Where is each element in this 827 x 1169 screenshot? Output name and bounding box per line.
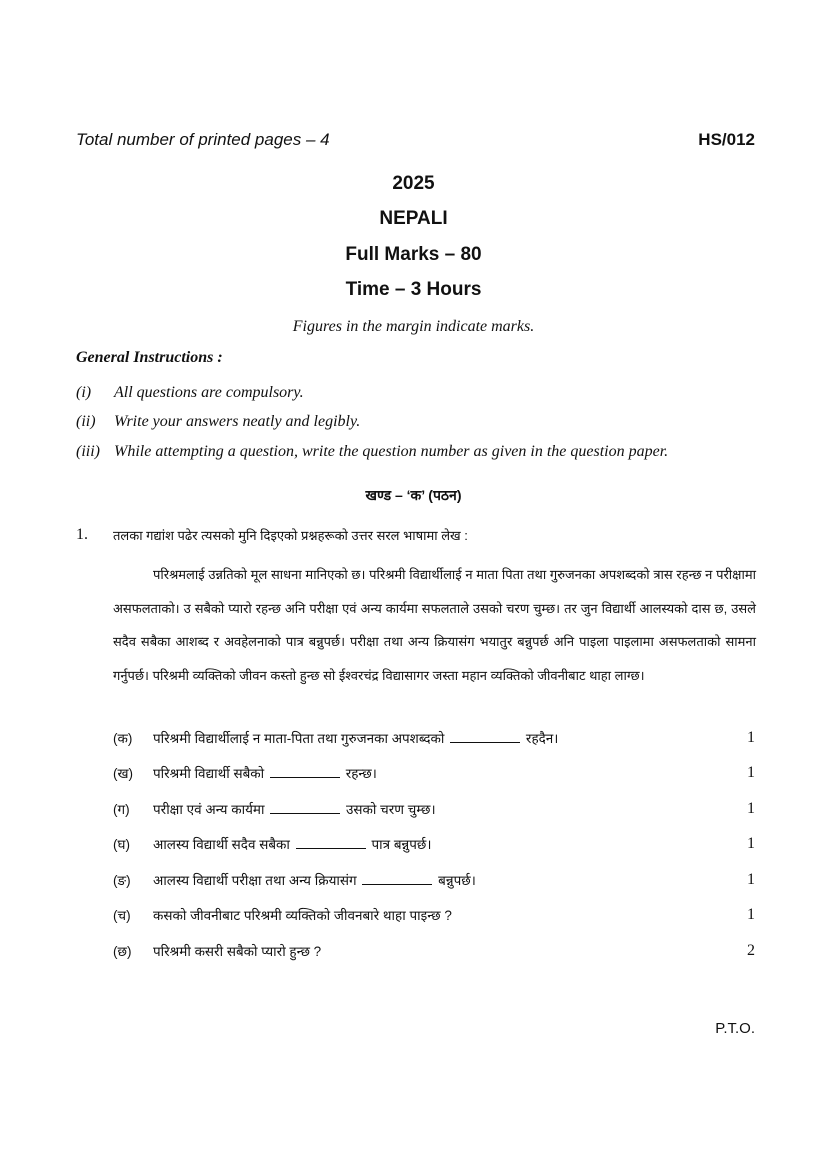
sub-question-text-end: पात्र बन्नुपर्छ। — [371, 837, 432, 852]
sub-question-text: परिश्रमी कसरी सबैको प्यारो हुन्छ ? — [153, 944, 322, 959]
sub-question-text: परिश्रमी विद्यार्थीलाई न माता-पिता तथा गुरुजनका अपशब्दको — [153, 731, 445, 746]
sub-question-label: (छ) — [113, 944, 132, 959]
instruction-number: (i) — [76, 384, 92, 401]
sub-question-label: (क) — [113, 731, 133, 746]
subject-title: NEPALI — [379, 208, 448, 229]
instruction-text: While attempting a question, write the question number as given in the question paper. — [114, 443, 669, 460]
question-number: 1. — [76, 526, 88, 543]
sub-question — [113, 764, 756, 782]
sub-question-label: (च) — [113, 908, 131, 923]
marks: 1 — [747, 764, 755, 781]
sub-question-text: परीक्षा एवं अन्य कार्यमा — [153, 802, 265, 817]
marks: 1 — [747, 871, 755, 888]
instruction-text: Write your answers neatly and legibly. — [114, 413, 361, 430]
instruction-text: All questions are compulsory. — [114, 384, 304, 401]
sub-question — [113, 835, 756, 853]
sub-question-text-end: बन्नुपर्छ। — [438, 873, 476, 888]
sub-question — [113, 942, 756, 960]
answer-blank — [296, 836, 366, 849]
reading-passage: परिश्रमलाई उन्नतिको मूल साधना मानिएको छ। परिश्रमी विद्यार्थीलाई न माता पिता तथा गुरुजनका अपशब्दको त्रास रहन्छ न परीक्षामा असफलताको। उ सबैको प्यारो रहन्छ अनि परीक्षा एवं अन्य कार्यमा सफलताले उसको चरण चुम्छ। तर जुन विद्यार्थी आलस्यको दास छ, उसले सदैव सबैका आशब्द र अवहेलनाको पात्र बन्नुपर्छ। परीक्षा तथा अन्य क्रियासंग भयातुर बन्नुपर्छ अनि पाइला पाइलामा असफलताको सामना गर्नुपर्छ। परिश्रमी व्यक्तिको जीवन कस्तो हुन्छ सो ईश्वरचंद्र विद्यासागर जस्ता महान व्यक्तिको जीवनीबाट थाहा लाग्छ। — [113, 567, 756, 683]
sub-question — [113, 871, 756, 889]
exam-time: Time – 3 Hours — [345, 279, 482, 300]
sub-question — [113, 906, 756, 924]
sub-question-text: आलस्य विद्यार्थी परीक्षा तथा अन्य क्रियासंग — [153, 873, 357, 888]
sub-question-label: (घ) — [113, 837, 130, 852]
answer-blank — [362, 872, 432, 885]
instruction-item — [76, 413, 766, 431]
instruction-number: (iii) — [76, 443, 100, 460]
answer-blank — [270, 801, 340, 814]
sub-question-text: परिश्रमी विद्यार्थी सबैको — [153, 766, 265, 781]
marks: 1 — [747, 729, 755, 746]
instruction-item — [76, 384, 766, 402]
paper-code: HS/012 — [698, 130, 755, 149]
sub-question-text: आलस्य विद्यार्थी सदैव सबैका — [153, 837, 290, 852]
instruction-number: (ii) — [76, 413, 96, 430]
answer-blank — [450, 730, 520, 743]
marks: 1 — [747, 800, 755, 817]
sub-question-label: (ख) — [113, 766, 134, 781]
exam-year: 2025 — [392, 173, 435, 194]
sub-question — [113, 729, 756, 747]
marks: 2 — [747, 942, 755, 959]
sub-question-text-end: रहन्छ। — [345, 766, 377, 781]
sub-question — [113, 800, 756, 818]
sub-question-text-end: उसको चरण चुम्छ। — [346, 802, 436, 817]
pto-footer: P.T.O. — [715, 1020, 755, 1037]
question-prompt: तलका गद्यांश पढेर त्यसको मुनि दिइएको प्रश्नहरूको उत्तर सरल भाषामा लेख : — [113, 528, 468, 543]
sub-question-label: (ङ) — [113, 873, 131, 888]
printed-pages-note: Total number of printed pages – 4 — [76, 130, 330, 149]
sub-question-label: (ग) — [113, 802, 130, 817]
instructions-title: General Instructions : — [76, 349, 223, 366]
answer-blank — [270, 765, 340, 778]
instruction-item — [76, 443, 766, 461]
sub-question-text-end: रहदैन। — [525, 731, 559, 746]
marks: 1 — [747, 906, 755, 923]
full-marks: Full Marks – 80 — [345, 244, 482, 265]
margin-note: Figures in the margin indicate marks. — [292, 318, 535, 335]
section-heading: खण्ड – ‘क’ (पठन) — [365, 487, 462, 503]
sub-question-text: कसको जीवनीबाट परिश्रमी व्यक्तिको जीवनबारे थाहा पाइन्छ ? — [153, 908, 452, 923]
marks: 1 — [747, 835, 755, 852]
